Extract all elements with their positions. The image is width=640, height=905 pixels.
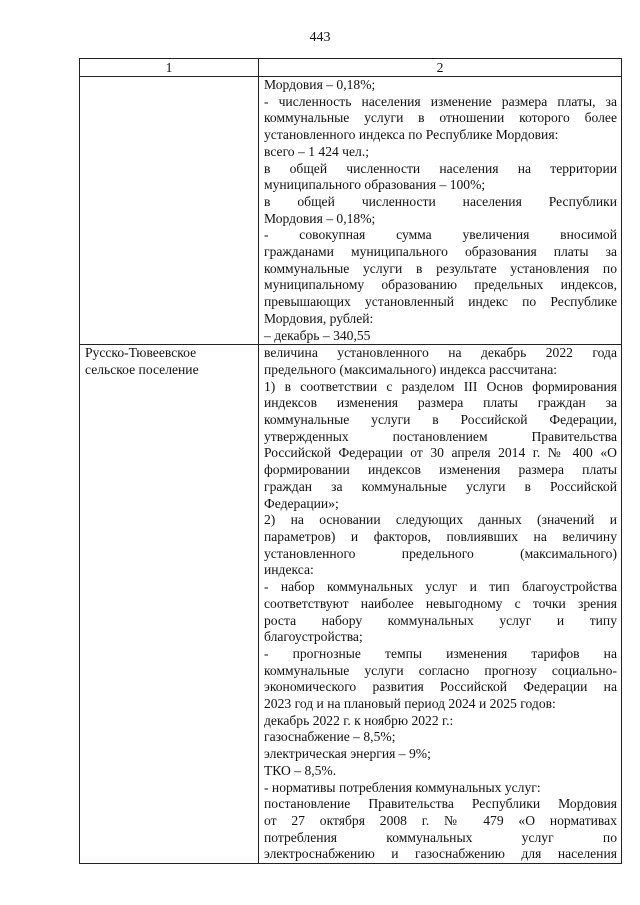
table-row	[80, 77, 622, 345]
page-number: 443	[309, 30, 331, 45]
column-header-2: 2	[259, 59, 622, 77]
text-line: электрическая энергия – 9%;	[264, 746, 431, 762]
table-row	[80, 345, 622, 864]
text-line: 1) в соответствии с разделом III Основ формирования	[264, 378, 617, 394]
text-line: предельного (максимального) индекса рассчитана:	[264, 361, 558, 377]
text-line: от 27 октября 2008 г. № 479 «О нормативах	[264, 812, 617, 828]
text-line: в общей численности населения на территории	[264, 160, 617, 176]
text-line: 2) на основании следующих данных (значений и	[264, 512, 617, 528]
text-line: – декабрь – 340,55	[264, 327, 371, 343]
text-line: утвержденных постановлением Правительства	[264, 428, 617, 444]
text-line: электроснабжению и газоснабжению для населения	[264, 846, 617, 862]
text-line: установленного предельного (максимального)	[264, 545, 617, 561]
text-line: Мордовия, рублей:	[264, 310, 374, 326]
column-header-1: 1	[80, 59, 259, 77]
text-line: соответствуют наиболее невыгодному с точки зрения	[264, 595, 617, 611]
municipality-cell	[80, 345, 259, 864]
text-line: - прогнозные темпы изменения тарифов на	[264, 645, 617, 661]
text-line: газоснабжение – 8,5%;	[264, 729, 396, 745]
text-line: - набор коммунальных услуг и тип благоустройства	[264, 579, 617, 595]
text-line: величина установленного на декабрь 2022 года	[264, 345, 617, 361]
text-line: потребления коммунальных услуг по	[264, 829, 617, 845]
text-line: Мордовия – 0,18%;	[264, 210, 376, 226]
text-line: муниципальному образованию предельных индексов,	[264, 277, 617, 293]
municipality-name-line: Русско-Тювеевское	[85, 345, 197, 361]
text-line: - нормативы потребления коммунальных услуг:	[264, 779, 541, 795]
text-line: установленного индекса по Республике Мордовия:	[264, 127, 559, 143]
text-line: 2023 год и на плановый период 2024 и 2025 годов:	[264, 696, 556, 712]
text-line: индекса:	[264, 562, 314, 578]
text-line: в общей численности населения Республики	[264, 193, 617, 209]
description-cell	[259, 345, 622, 864]
text-line: коммунальные услуги в отношении которого более	[264, 110, 617, 126]
text-line: гражданами муниципального образования платы за	[264, 244, 617, 260]
text-line: параметров) и факторов, повлиявших на величину	[264, 528, 617, 544]
municipality-cell	[80, 77, 259, 345]
text-line: ТКО – 8,5%.	[264, 762, 337, 778]
text-line: муниципального образования – 100%;	[264, 177, 486, 193]
description-text	[264, 345, 617, 863]
description-cell	[259, 77, 622, 345]
text-line: граждан за коммунальные услуги в Российской	[264, 478, 617, 494]
text-line: Мордовия – 0,18%;	[264, 77, 376, 92]
text-line: коммунальные услуги согласно прогнозу социально-	[264, 662, 617, 678]
text-line: превышающих установленный индекс по Республике	[264, 294, 617, 310]
text-line: коммунальные услуги в Российской Федерации,	[264, 412, 617, 428]
text-line: формировании индексов изменения размера платы	[264, 462, 617, 478]
description-text	[264, 77, 617, 344]
text-line: - совокупная сумма увеличения вносимой	[264, 227, 617, 243]
text-line: декабрь 2022 г. к ноябрю 2022 г.:	[264, 712, 454, 728]
text-line: индексов изменения размера платы граждан за	[264, 395, 617, 411]
municipality-name-line: сельское поселение	[85, 361, 199, 377]
text-line: коммунальные услуги в результате установления по	[264, 260, 617, 276]
text-line: постановление Правительства Республики Мордовия	[264, 796, 617, 812]
table-header-row	[80, 59, 622, 77]
text-line: Российской Федерации от 30 апреля 2014 г. № 400 «О	[264, 445, 617, 461]
text-line: благоустройства;	[264, 629, 363, 645]
text-line: экономического развития Российской Федерации на	[264, 679, 617, 695]
text-line: - численность населения изменение размера платы, за	[264, 93, 617, 109]
document-table	[79, 58, 622, 864]
text-line: роста набору коммунальных услуг и типу	[264, 612, 617, 628]
text-line: Федерации»;	[264, 495, 339, 511]
text-line: всего – 1 424 чел.;	[264, 143, 370, 159]
